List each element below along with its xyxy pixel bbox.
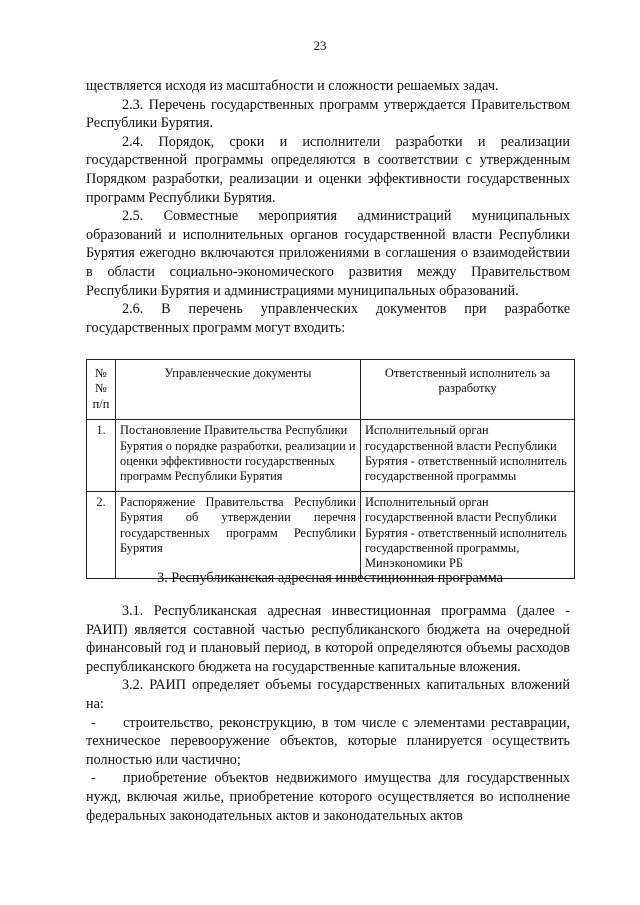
- row-document: Постановление Правительства Республики Бурятия о порядке разработки, реализации и оценки эффективности государственных программ Республики Бурятия: [116, 420, 361, 492]
- documents-table: [86, 359, 575, 579]
- table-row: [87, 420, 575, 492]
- paragraph-3-2: 3.2. РАИП определяет объемы государственных капитальных вложений на:: [86, 677, 570, 712]
- table-row: [87, 491, 575, 578]
- section-3-text: [86, 602, 570, 825]
- header-documents: Управленческие документы: [116, 360, 361, 420]
- paragraph-2-3: 2.3. Перечень государственных программ утверждается Правительством Республики Бурятия.: [86, 96, 570, 132]
- list-item: [86, 769, 570, 825]
- row-responsible: Исполнительный орган государственной власти Республики Бурятия - ответственный исполнитель государственной программы, Минэкономики РБ: [361, 491, 575, 578]
- paragraph-3-1: 3.1. Республиканская адресная инвестиционная программа (далее - РАИП) является составной частью республиканского бюджета на очередной финансовый год и плановый период, в которой определяются объемы расходов республиканского бюджета на государственные капитальные вложения.: [86, 603, 570, 675]
- intro-text: [86, 77, 570, 337]
- list-item-text: приобретение объектов недвижимого имущества для государственных нужд, включая жилье, приобретение которого осуществляется во исполнение федеральных законодательных актов и законодательных актов: [86, 770, 570, 824]
- paragraph-2-4: 2.4. Порядок, сроки и исполнители разработки и реализации государственной программы определяются в соответствии с утвержденным Порядком разработки, реализации и оценки эффективности государственных программ Республики Бурятия.: [86, 133, 570, 206]
- section-heading: 3. Республиканская адресная инвестиционная программа: [157, 570, 503, 586]
- row-num: 1.: [87, 420, 116, 492]
- row-num: 2.: [87, 491, 116, 578]
- paragraph-2-5: 2.5. Совместные мероприятия администраций муниципальных образований и исполнительных органов государственной власти Республики Бурятия ежегодно включаются приложениями в соглашения о взаимодействии в области социально-экономического развития между Правительством Республики Бурятия и администрациями муниципальных образований.: [86, 208, 570, 299]
- row-responsible: Исполнительный орган государственной власти Республики Бурятия - ответственный исполнитель государственной программы: [361, 420, 575, 492]
- header-responsible: Ответственный исполнитель за разработку: [361, 360, 575, 420]
- dash-marker: -: [91, 714, 96, 731]
- paragraph-continuation: ществляется исходя из масштабности и сложности решаемых задач.: [86, 78, 499, 94]
- list-item: [86, 714, 570, 770]
- page-number: 23: [313, 38, 327, 53]
- table-header-row: [87, 360, 575, 420]
- paragraph-2-6: 2.6. В перечень управленческих документов при разработке государственных программ могут входить:: [86, 301, 570, 336]
- row-document: Распоряжение Правительства Республики Бурятия об утверждении перечня государственных программ Республики Бурятия: [116, 491, 361, 578]
- dash-marker: -: [91, 770, 96, 787]
- header-num: №№ п/п: [87, 360, 116, 420]
- list-item-text: строительство, реконструкцию, в том числе с элементами реставрации, техническое перевооружение объектов, которые планируется осуществить полностью или частично;: [86, 714, 570, 768]
